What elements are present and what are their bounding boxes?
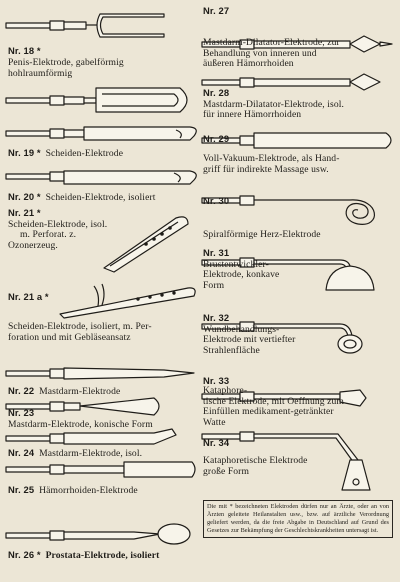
item-34-line-1: Kataphoretische Elektrode: [203, 455, 308, 466]
item-34-number-caption: [203, 438, 229, 450]
item-29-line-2: griff für indirekte Massage usw.: [203, 163, 329, 175]
item-21-line-3: Ozonerzeug.: [8, 239, 58, 251]
item-21a-line-2: foration und mit Gebläseansatz: [8, 331, 131, 343]
hollow-electrode-illustration: [4, 78, 200, 118]
item-23-number: Nr. 23: [8, 407, 35, 418]
item-33-line-1: Kataphore-: [203, 385, 248, 396]
item-30-number: Nr. 30: [203, 195, 230, 206]
item-31-line-3: Form: [203, 279, 225, 291]
rectal-electrode-22-illustration: [4, 362, 200, 386]
item-22-name: Mastdarm-Elektrode: [39, 386, 121, 397]
item-25-number: Nr. 25: [8, 484, 35, 495]
item-33-line-3: Einfüllen medikament-getränkter: [203, 406, 334, 418]
item-26-name: Prostata-Elektrode, isoliert: [45, 550, 160, 561]
legal-footnote: Die mit * bezeichneten Elektroden dürfen nur an Ärzte, oder an von Ärzten geleitete Heilanstalten usw., bzw. auf ärztliche Verordnung geliefert werden, da die freie Abgabe in Deutschland auf Grund des Gesetzes zur Bekämpfung der Geschlechtskrankheiten untersagt ist.: [203, 500, 393, 538]
item-19-number: Nr. 19 *: [8, 147, 41, 158]
item-27-caption: [203, 6, 229, 18]
item-32-caption: [203, 313, 295, 356]
item-27-line-1: Mastdarm-Dilatator-Elektrode, zur: [203, 37, 340, 48]
item-30-line-1: Spiralförmige Herz-Elektrode: [203, 229, 321, 240]
vaginal-electrode-19-illustration: [4, 122, 200, 146]
item-33-line-4: Watte: [203, 416, 226, 428]
item-30-number-caption: [203, 196, 229, 208]
item-19-name: Scheiden-Elektrode: [45, 148, 124, 159]
item-28-line-1: Mastdarm-Dilatator-Elektrode, isol.: [203, 98, 345, 110]
item-19-caption: [8, 148, 123, 160]
fork-electrode-illustration: [4, 6, 200, 46]
item-21a-line-1: Scheiden-Elektrode, isoliert, m. Per-: [8, 321, 152, 332]
item-29-number: Nr. 29: [203, 133, 230, 144]
spiral-heart-electrode-illustration: [200, 188, 396, 230]
item-28-number: Nr. 28: [203, 87, 230, 98]
item-34-caption: [203, 456, 308, 477]
item-29-number-caption: [203, 134, 229, 146]
item-29-line-1: Voll-Vakuum-Elektrode, als Hand-: [203, 153, 340, 164]
item-26-number: Nr. 26 *: [8, 549, 41, 560]
item-18b-line-1: hohlraumförmig: [8, 68, 73, 79]
item-18-line-1: Penis-Elektrode, gabelförmig: [8, 56, 124, 68]
item-24-name: Mastdarm-Elektrode, isol.: [39, 448, 143, 459]
item-21-caption: [8, 208, 107, 251]
item-29-caption: [203, 154, 340, 175]
item-33-line-2: tische Elektrode, mit Oeffnung zum: [203, 395, 344, 407]
item-24-caption: [8, 448, 142, 460]
item-28-caption: [203, 88, 344, 121]
item-26-caption: [8, 550, 159, 562]
item-32-number: Nr. 32: [203, 312, 230, 323]
vaginal-electrode-20-illustration: [4, 165, 200, 189]
item-25-caption: [8, 485, 138, 497]
item-32-line-2: Elektrode mit vertiefter: [203, 334, 296, 346]
item-27-number: Nr. 27: [203, 5, 230, 16]
item-32-line-1: Wundbehandlungs-: [203, 323, 280, 335]
item-27-line-2: Behandlung von inneren und: [203, 47, 317, 59]
item-21a-number: Nr. 21 a *: [8, 291, 49, 302]
item-22-caption: [8, 386, 120, 398]
item-22-number: Nr. 22: [8, 385, 35, 396]
item-30-caption: [203, 230, 321, 241]
item-21-line-2: m. Perforat. z.: [20, 229, 77, 241]
item-27-line-3: äußeren Hämorrhoiden: [203, 58, 294, 70]
item-33-number: Nr. 33: [203, 375, 230, 386]
item-27-text: [203, 38, 340, 70]
item-31-line-1: Brustentwickler-: [203, 258, 269, 270]
item-20-caption: [8, 192, 156, 204]
item-18-caption: [8, 46, 124, 68]
item-21-line-1: Scheiden-Elektrode, isol.: [8, 218, 108, 230]
item-21a-number-caption: [8, 292, 49, 304]
item-23-line-1: Mastdarm-Elektrode, konische Form: [8, 418, 153, 430]
item-21a-caption: [8, 322, 152, 343]
item-32-line-3: Strahlenfläche: [203, 344, 260, 356]
item-18b-caption: [8, 69, 72, 80]
perforated-electrode-21a-illustration: [58, 282, 200, 318]
hemorrhoid-electrode-illustration: [4, 457, 200, 481]
item-25-name: Hämorrhoiden-Elektrode: [39, 485, 138, 496]
item-23-caption: [8, 408, 153, 430]
item-24-number: Nr. 24: [8, 447, 35, 458]
item-34-number: Nr. 34: [203, 437, 230, 448]
item-20-name: Scheiden-Elektrode, isoliert: [45, 192, 156, 203]
item-31-caption: [203, 248, 279, 291]
item-21-number: Nr. 21 *: [8, 207, 41, 218]
item-34-line-2: große Form: [203, 465, 250, 477]
item-31-number: Nr. 31: [203, 247, 230, 258]
item-33-caption: [203, 386, 344, 428]
prostate-electrode-illustration: [4, 520, 200, 550]
item-20-number: Nr. 20 *: [8, 191, 41, 202]
vacuum-electrode-illustration: [200, 128, 396, 152]
item-31-line-2: Elektrode, konkave: [203, 269, 280, 281]
item-28-line-2: für innere Hämorrhoiden: [203, 109, 302, 121]
perforated-electrode-21-illustration: [96, 212, 196, 272]
item-18-number: Nr. 18 *: [8, 45, 41, 56]
